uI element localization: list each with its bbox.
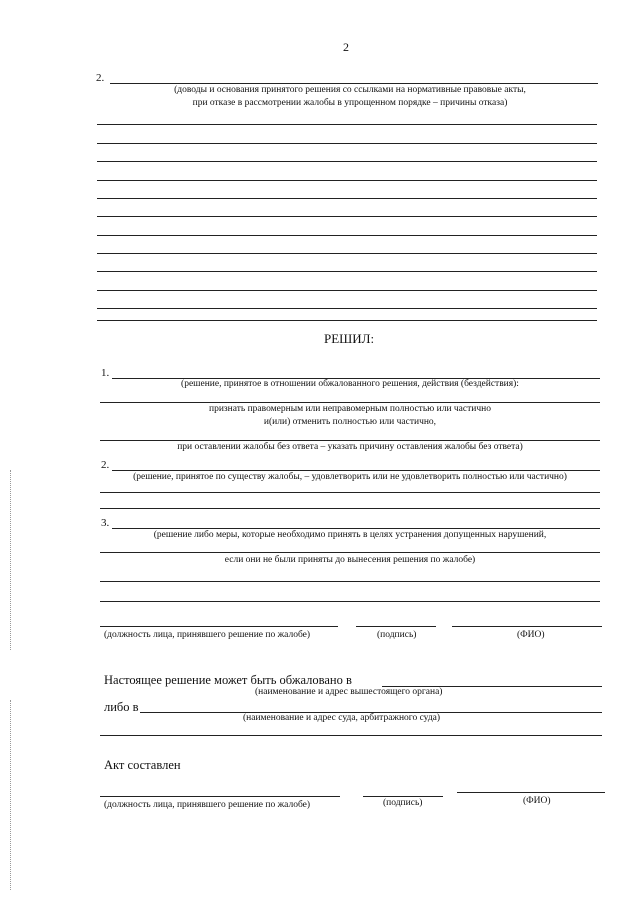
item-1-number: 1. — [101, 367, 110, 379]
sign-1-signature-caption: (подпись) — [377, 630, 417, 640]
blank-line — [97, 253, 597, 254]
item-1-caption-2: признать правомерным или неправомерным полностью или частично — [209, 404, 491, 414]
blank-line — [97, 198, 597, 199]
scan-margin-mark — [10, 470, 11, 650]
blank-line — [100, 402, 600, 403]
sign-2-position-line — [100, 796, 340, 797]
sign-2-signature-caption: (подпись) — [383, 798, 423, 808]
section-2-caption-2: при отказе в рассмотрении жалобы в упрощенном порядке – причины отказа) — [192, 98, 508, 108]
blank-line — [97, 180, 597, 181]
item-3-line — [112, 528, 600, 529]
blank-line — [100, 601, 600, 602]
blank-line — [97, 320, 597, 321]
sign-1-signature-line — [356, 626, 436, 627]
blank-line — [100, 552, 600, 553]
section-2-number: 2. — [96, 72, 105, 84]
blank-line — [97, 308, 597, 309]
act-text: Акт составлен — [104, 758, 181, 772]
blank-line — [100, 735, 602, 736]
sign-2-signature-line — [363, 796, 443, 797]
item-3-number: 3. — [101, 517, 110, 529]
item-2-caption-1: (решение, принятое по существу жалобы, – удовлетворить или не удовлетворить полностью или частично) — [133, 472, 567, 482]
blank-line — [97, 290, 597, 291]
item-3-caption-1: (решение либо меры, которые необходимо принять в целях устранения допущенных нарушений, — [153, 530, 547, 540]
sign-1-position-line — [100, 626, 338, 627]
appeal-caption-1: (наименование и адрес вышестоящего органа) — [255, 687, 443, 697]
item-1-caption-3: и(или) отменить полностью или частично, — [263, 417, 437, 427]
item-2-number: 2. — [101, 459, 110, 471]
item-2-line — [112, 470, 600, 471]
appeal-text-2: либо в — [104, 700, 139, 714]
sign-1-name-caption: (ФИО) — [517, 630, 545, 640]
sign-1-position-caption: (должность лица, принявшего решение по жалобе) — [104, 630, 311, 640]
blank-line — [100, 440, 600, 441]
blank-line — [100, 581, 600, 582]
section-2-line — [110, 83, 598, 84]
appeal-caption-2: (наименование и адрес суда, арбитражного суда) — [243, 713, 441, 723]
section-2-caption-1: (доводы и основания принятого решения со ссылками на нормативные правовые акты, — [174, 85, 526, 95]
blank-line — [97, 143, 597, 144]
blank-line — [97, 161, 597, 162]
sign-2-name-caption: (ФИО) — [523, 796, 551, 806]
blank-line — [97, 216, 597, 217]
scan-margin-mark — [10, 700, 11, 890]
sign-1-name-line — [452, 626, 602, 627]
appeal-text-1: Настоящее решение может быть обжаловано в — [104, 673, 352, 687]
page-number: 2 — [343, 40, 349, 54]
blank-line — [97, 271, 597, 272]
blank-line — [100, 492, 600, 493]
item-1-caption-1: (решение, принятое в отношении обжалованного решения, действия (бездействия): — [181, 379, 519, 389]
blank-line — [97, 235, 597, 236]
blank-line — [97, 124, 597, 125]
item-3-caption-2: если они не были приняты до вынесения решения по жалобе) — [224, 555, 476, 565]
sign-2-position-caption: (должность лица, принявшего решение по жалобе) — [104, 800, 311, 810]
item-1-caption-4: при оставлении жалобы без ответа – указать причину оставления жалобы без ответа) — [177, 442, 523, 452]
resolved-heading: РЕШИЛ: — [324, 331, 375, 346]
blank-line — [100, 508, 600, 509]
sign-2-name-line — [457, 792, 605, 793]
